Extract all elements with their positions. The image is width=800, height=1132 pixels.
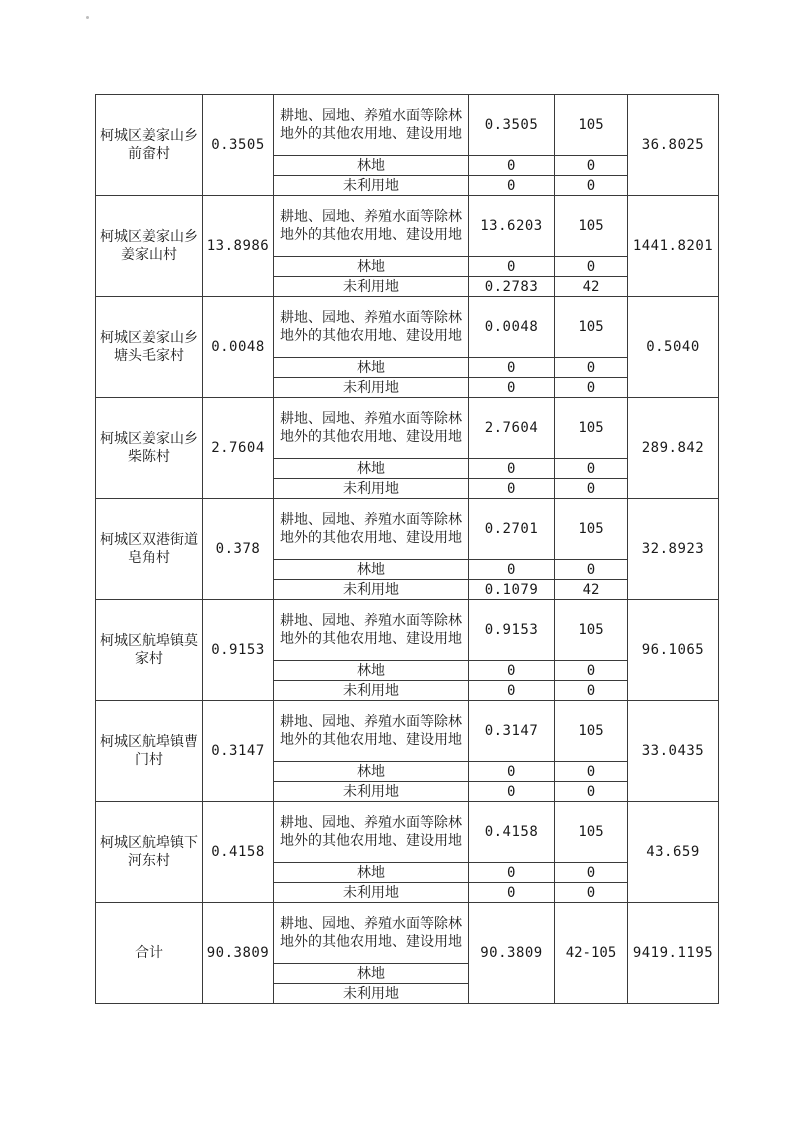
rate: 0	[555, 257, 628, 277]
village-area: 0.3505	[203, 95, 274, 196]
land-type: 未利用地	[274, 984, 469, 1004]
type-area: 0.2701	[469, 499, 555, 560]
land-type: 林地	[274, 762, 469, 782]
land-type: 耕地、园地、养殖水面等除林地外的其他农用地、建设用地	[274, 297, 469, 358]
total-row	[96, 903, 719, 964]
type-area: 0	[469, 176, 555, 196]
type-area: 0	[469, 782, 555, 802]
amount: 289.842	[628, 398, 719, 499]
village-name: 柯城区航埠镇下河东村	[96, 802, 203, 903]
land-type: 林地	[274, 459, 469, 479]
table-row	[96, 196, 719, 257]
village-area: 2.7604	[203, 398, 274, 499]
rate: 0	[555, 156, 628, 176]
village-name: 柯城区姜家山乡塘头毛家村	[96, 297, 203, 398]
total-amount: 9419.1195	[628, 903, 719, 1004]
type-area: 0.3505	[469, 95, 555, 156]
land-type: 耕地、园地、养殖水面等除林地外的其他农用地、建设用地	[274, 95, 469, 156]
land-type: 耕地、园地、养殖水面等除林地外的其他农用地、建设用地	[274, 499, 469, 560]
village-name: 柯城区姜家山乡姜家山村	[96, 196, 203, 297]
land-type: 林地	[274, 560, 469, 580]
table-row	[96, 802, 719, 863]
land-type: 林地	[274, 863, 469, 883]
rate: 105	[555, 196, 628, 257]
scan-dot	[86, 16, 89, 19]
amount: 36.8025	[628, 95, 719, 196]
rate: 0	[555, 863, 628, 883]
type-area: 0	[469, 358, 555, 378]
land-type: 林地	[274, 257, 469, 277]
rate: 105	[555, 499, 628, 560]
rate: 0	[555, 358, 628, 378]
amount: 96.1065	[628, 600, 719, 701]
type-area: 0.3147	[469, 701, 555, 762]
type-area: 0.4158	[469, 802, 555, 863]
rate: 42	[555, 277, 628, 297]
village-area: 0.378	[203, 499, 274, 600]
land-type: 耕地、园地、养殖水面等除林地外的其他农用地、建设用地	[274, 398, 469, 459]
amount: 0.5040	[628, 297, 719, 398]
type-area: 0	[469, 681, 555, 701]
type-area: 0	[469, 560, 555, 580]
rate: 0	[555, 883, 628, 903]
type-area: 0	[469, 661, 555, 681]
type-area: 0	[469, 762, 555, 782]
type-area: 0	[469, 257, 555, 277]
table-row	[96, 600, 719, 661]
amount: 1441.8201	[628, 196, 719, 297]
type-area: 0.1079	[469, 580, 555, 600]
type-area: 0.2783	[469, 277, 555, 297]
land-type: 耕地、园地、养殖水面等除林地外的其他农用地、建设用地	[274, 701, 469, 762]
land-type: 未利用地	[274, 681, 469, 701]
village-area: 13.8986	[203, 196, 274, 297]
type-area: 0	[469, 156, 555, 176]
land-type: 未利用地	[274, 479, 469, 499]
land-type: 未利用地	[274, 782, 469, 802]
village-name: 柯城区双港街道皂角村	[96, 499, 203, 600]
village-area: 0.9153	[203, 600, 274, 701]
land-type: 未利用地	[274, 580, 469, 600]
land-type: 未利用地	[274, 277, 469, 297]
table-row	[96, 499, 719, 560]
type-area: 0	[469, 378, 555, 398]
type-area: 0.9153	[469, 600, 555, 661]
table-row	[96, 95, 719, 156]
village-area: 0.0048	[203, 297, 274, 398]
amount: 43.659	[628, 802, 719, 903]
rate: 105	[555, 701, 628, 762]
village-name: 柯城区航埠镇曹门村	[96, 701, 203, 802]
rate: 0	[555, 661, 628, 681]
table-row	[96, 398, 719, 459]
land-type: 未利用地	[274, 883, 469, 903]
rate: 0	[555, 459, 628, 479]
total-area: 90.3809	[203, 903, 274, 1004]
type-area: 0.0048	[469, 297, 555, 358]
land-type: 未利用地	[274, 378, 469, 398]
amount: 32.8923	[628, 499, 719, 600]
land-type: 林地	[274, 661, 469, 681]
rate: 105	[555, 95, 628, 156]
rate: 42	[555, 580, 628, 600]
land-type: 未利用地	[274, 176, 469, 196]
village-name: 柯城区姜家山乡前畲村	[96, 95, 203, 196]
type-area: 2.7604	[469, 398, 555, 459]
land-type: 耕地、园地、养殖水面等除林地外的其他农用地、建设用地	[274, 600, 469, 661]
land-type: 林地	[274, 964, 469, 984]
land-type: 耕地、园地、养殖水面等除林地外的其他农用地、建设用地	[274, 903, 469, 964]
land-type: 耕地、园地、养殖水面等除林地外的其他农用地、建设用地	[274, 802, 469, 863]
rate: 0	[555, 560, 628, 580]
table-row	[96, 701, 719, 762]
land-type: 林地	[274, 156, 469, 176]
total-rate: 42-105	[555, 903, 628, 1004]
type-area: 0	[469, 883, 555, 903]
village-name: 柯城区姜家山乡柴陈村	[96, 398, 203, 499]
type-area: 0	[469, 863, 555, 883]
rate: 0	[555, 378, 628, 398]
type-area: 13.6203	[469, 196, 555, 257]
total-label: 合计	[96, 903, 203, 1004]
type-area: 0	[469, 459, 555, 479]
table-row	[96, 297, 719, 358]
rate: 105	[555, 802, 628, 863]
land-type: 耕地、园地、养殖水面等除林地外的其他农用地、建设用地	[274, 196, 469, 257]
rate: 105	[555, 297, 628, 358]
land-compensation-table	[95, 94, 719, 1004]
rate: 0	[555, 681, 628, 701]
amount: 33.0435	[628, 701, 719, 802]
rate: 0	[555, 479, 628, 499]
rate: 0	[555, 762, 628, 782]
table-body	[96, 95, 719, 1004]
total-type-area: 90.3809	[469, 903, 555, 1004]
rate: 0	[555, 176, 628, 196]
rate: 0	[555, 782, 628, 802]
rate: 105	[555, 398, 628, 459]
village-area: 0.3147	[203, 701, 274, 802]
rate: 105	[555, 600, 628, 661]
type-area: 0	[469, 479, 555, 499]
land-type: 林地	[274, 358, 469, 378]
village-area: 0.4158	[203, 802, 274, 903]
village-name: 柯城区航埠镇莫家村	[96, 600, 203, 701]
